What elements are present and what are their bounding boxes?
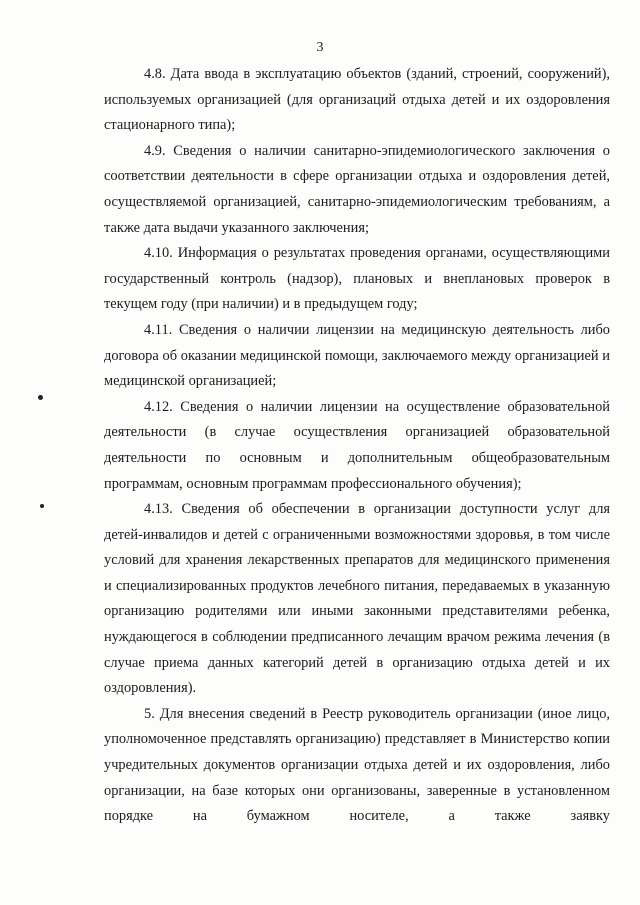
paragraph-4-12: 4.12. Сведения о наличии лицензии на осуществление образовательной деятельности (в случае осуществления организацией образовательной деятельности по основным и дополнительным общеобразовательным программам, основным программам профессионального обучения); (104, 398, 610, 492)
paragraph-4-11: 4.11. Сведения о наличии лицензии на медицинскую деятельность либо договора об оказании медицинской помощи, заключаемого между организацией и медицинской организацией; (104, 321, 610, 390)
page-number: 3 (316, 40, 324, 55)
paragraph-4-13: 4.13. Сведения об обеспечении в организации доступности услуг для детей-инвалидов и детей с ограниченными возможностями здоровья, в том числе условий для хранения лекарственных препаратов для медицинского применения и специализированных продуктов лечебного питания, передаваемых в указанную организацию родителями или иными законными представителями ребенка, нуждающегося в соблюдении предписанного лечащим врачом режима лечения (в случае приема данных категорий детей в организацию отдыха детей и их оздоровления). (104, 501, 610, 697)
scan-mark-dot (40, 504, 44, 508)
paragraph-5: 5. Для внесения сведений в Реестр руководитель организации (иное лицо, уполномоченное представлять организацию) представляет в Министерство копии учредительных документов организации отдыха детей и их оздоровления, либо организации, на базе которых они организованы, заверенные в установленном порядке на бумажном носителе, а также заявку (104, 705, 610, 825)
paragraph-4-8: 4.8. Дата ввода в эксплуатацию объектов (зданий, строений, сооружений), используемых организацией (для организаций отдыха детей и их оздоровления стационарного типа); (104, 66, 610, 134)
paragraph-4-10: 4.10. Информация о результатах проведения органами, осуществляющими государственный контроль (надзор), плановых и внеплановых проверок в текущем году (при наличии) и в предыдущем году; (104, 245, 610, 313)
paragraph-4-9: 4.9. Сведения о наличии санитарно-эпидемиологического заключения о соответствии деятельности в сфере организации отдыха и оздоровления детей, осуществляемой организацией, санитарно-эпидемиологическим требованиям, а также дата выдачи указанного заключения; (104, 142, 610, 236)
document-body (104, 62, 610, 830)
scan-mark-dot (38, 395, 43, 400)
